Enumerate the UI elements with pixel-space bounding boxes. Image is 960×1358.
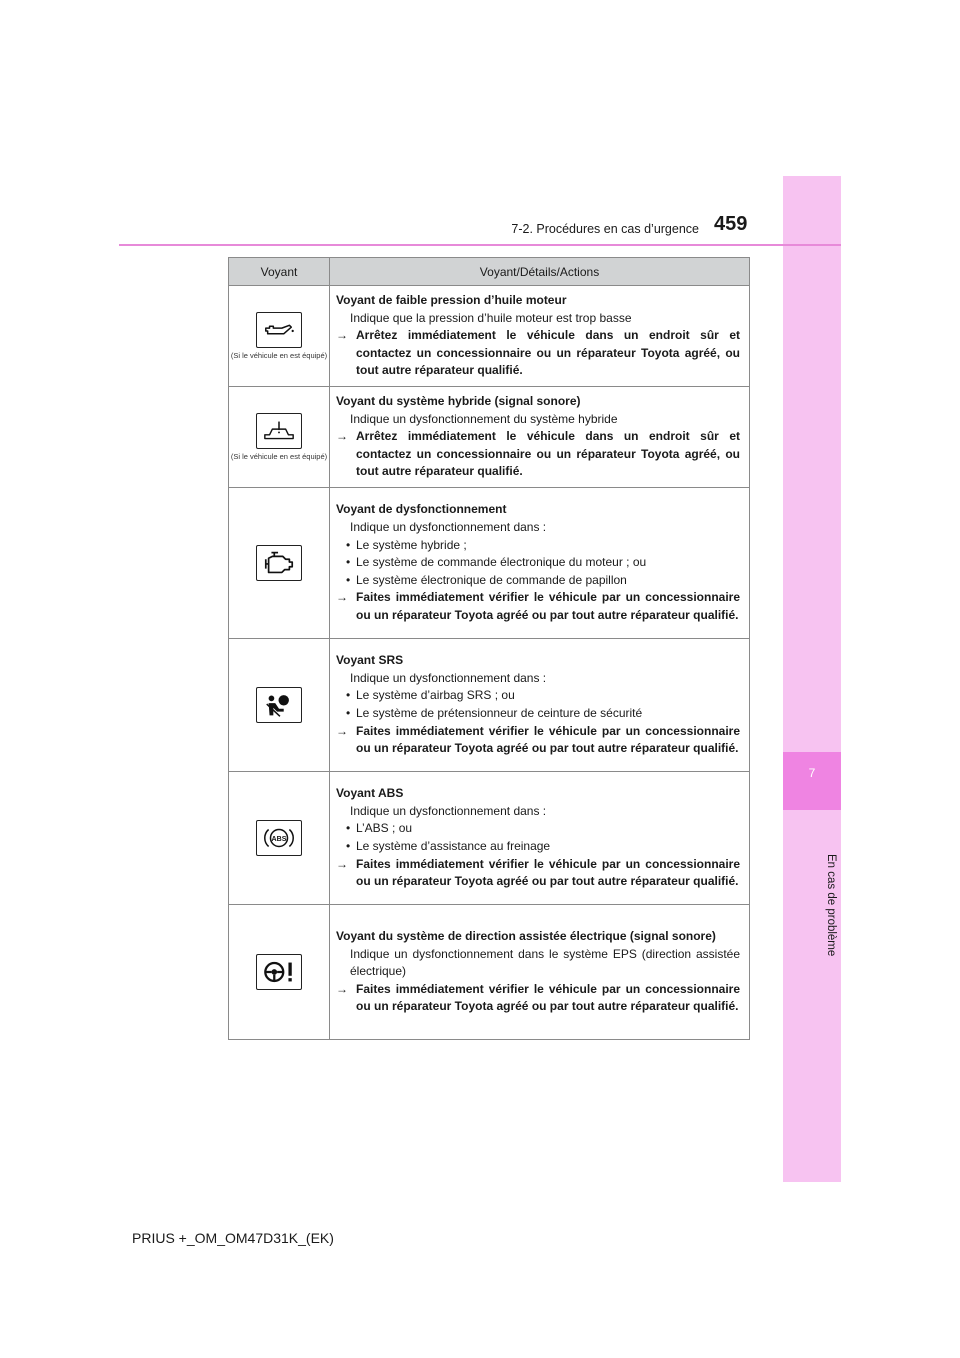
equipped-note: (Si le véhicule en est équipé) bbox=[230, 451, 328, 461]
table-row bbox=[229, 904, 750, 1039]
equipped-note: (Si le véhicule en est équipé) bbox=[230, 350, 328, 360]
warning-detail: Indique un dysfonctionnement dans : bbox=[350, 803, 547, 818]
list-item: • Le système de commande électronique du moteur ; ou bbox=[336, 554, 740, 572]
warning-action: → Faites immédiatement vérifier le véhicule par un concessionnaire ou un réparateur Toyota agréé ou par tout autre réparateur qualifié. bbox=[336, 590, 740, 622]
table-row bbox=[229, 286, 750, 387]
warning-detail: Indique un dysfonctionnement dans : bbox=[350, 519, 547, 534]
list-item: • Le système d’airbag SRS ; ou bbox=[336, 687, 740, 705]
chapter-title: En cas de problème bbox=[825, 853, 837, 957]
warning-title: Voyant du système de direction assistée électrique (signal sonore) bbox=[336, 928, 716, 943]
table-row bbox=[229, 386, 750, 487]
arrow-icon: → bbox=[336, 856, 348, 871]
page-number: 459 bbox=[714, 213, 748, 235]
warning-title: Voyant du système hybride (signal sonore) bbox=[336, 393, 581, 408]
list-item: • Le système hybride ; bbox=[336, 537, 740, 555]
icon-cell bbox=[229, 771, 330, 904]
warning-action: → Faites immédiatement vérifier le véhicule par un concessionnaire ou un réparateur Toyota agréé ou par tout autre réparateur qualifié. bbox=[336, 856, 740, 889]
warning-action: → Arrêtez immédiatement le véhicule dans un endroit sûr et contactez un concessionnaire ou un réparateur Toyota agréé, ou tout autre réparateur qualifié. bbox=[336, 429, 740, 479]
chapter-number-block bbox=[783, 752, 841, 810]
description-cell bbox=[330, 638, 750, 771]
table-row bbox=[229, 487, 750, 638]
list-item: • Le système de prétensionneur de ceinture de sécurité bbox=[336, 705, 740, 723]
manual-code: PRIUS +_OM_OM47D31K_(EK) bbox=[132, 1230, 334, 1246]
eps-steering-warning-icon bbox=[256, 954, 302, 990]
table-row bbox=[229, 771, 750, 904]
abs-warning-icon bbox=[256, 820, 302, 856]
warning-light-table bbox=[228, 257, 750, 1040]
icon-cell bbox=[229, 386, 330, 487]
list-item: • L’ABS ; ou bbox=[336, 820, 740, 838]
warning-detail: Indique un dysfonctionnement dans : bbox=[350, 670, 547, 685]
arrow-icon: → bbox=[336, 328, 348, 343]
warning-title: Voyant ABS bbox=[336, 786, 404, 801]
table-header-row bbox=[229, 258, 750, 286]
warning-detail: Indique un dysfonctionnement dans le système EPS (direction assistée électrique) bbox=[350, 946, 740, 979]
abs-icon-label: ABS bbox=[271, 834, 287, 843]
warning-action: → Faites immédiatement vérifier le véhicule par un concessionnaire ou un réparateur Toyota agréé ou par tout autre réparateur qualifié. bbox=[336, 723, 740, 756]
description-cell bbox=[330, 771, 750, 904]
warning-detail: Indique un dysfonctionnement du système hybride bbox=[350, 411, 618, 426]
warning-action: → Arrêtez immédiatement le véhicule dans un endroit sûr et contactez un concessionnaire ou un réparateur Toyota agréé, ou tout autre réparateur qualifié. bbox=[336, 328, 740, 378]
warning-detail: Indique que la pression d’huile moteur est trop basse bbox=[350, 310, 632, 325]
srs-airbag-icon bbox=[256, 687, 302, 723]
check-engine-icon bbox=[256, 545, 302, 581]
chapter-side-tab bbox=[783, 176, 841, 1182]
icon-cell bbox=[229, 487, 330, 638]
arrow-icon: → bbox=[336, 723, 348, 738]
column-header-light: Voyant bbox=[229, 258, 330, 286]
column-header-details: Voyant/Détails/Actions bbox=[330, 258, 750, 286]
arrow-icon: → bbox=[336, 981, 348, 996]
oil-pressure-warning-icon bbox=[256, 312, 302, 348]
header-divider bbox=[119, 244, 841, 246]
warning-title: Voyant de faible pression d’huile moteur bbox=[336, 293, 567, 307]
description-cell bbox=[330, 904, 750, 1039]
table-row bbox=[229, 638, 750, 771]
description-cell bbox=[330, 286, 750, 387]
description-cell bbox=[330, 386, 750, 487]
warning-title: Voyant SRS bbox=[336, 653, 404, 668]
warning-title: Voyant de dysfonctionnement bbox=[336, 502, 507, 517]
hybrid-system-warning-icon bbox=[256, 413, 302, 449]
icon-cell bbox=[229, 904, 330, 1039]
description-cell bbox=[330, 487, 750, 638]
section-title: 7-2. Procédures en cas d’urgence bbox=[511, 222, 699, 236]
list-item: • Le système électronique de commande de papillon bbox=[336, 572, 740, 590]
arrow-icon: → bbox=[336, 590, 348, 605]
chapter-number: 7 bbox=[808, 766, 816, 780]
icon-cell bbox=[229, 286, 330, 387]
arrow-icon: → bbox=[336, 429, 348, 444]
warning-action: → Faites immédiatement vérifier le véhicule par un concessionnaire ou un réparateur Toyota agréé ou par tout autre réparateur qualifié. bbox=[336, 981, 740, 1014]
icon-cell bbox=[229, 638, 330, 771]
list-item: • Le système d’assistance au freinage bbox=[336, 838, 740, 856]
